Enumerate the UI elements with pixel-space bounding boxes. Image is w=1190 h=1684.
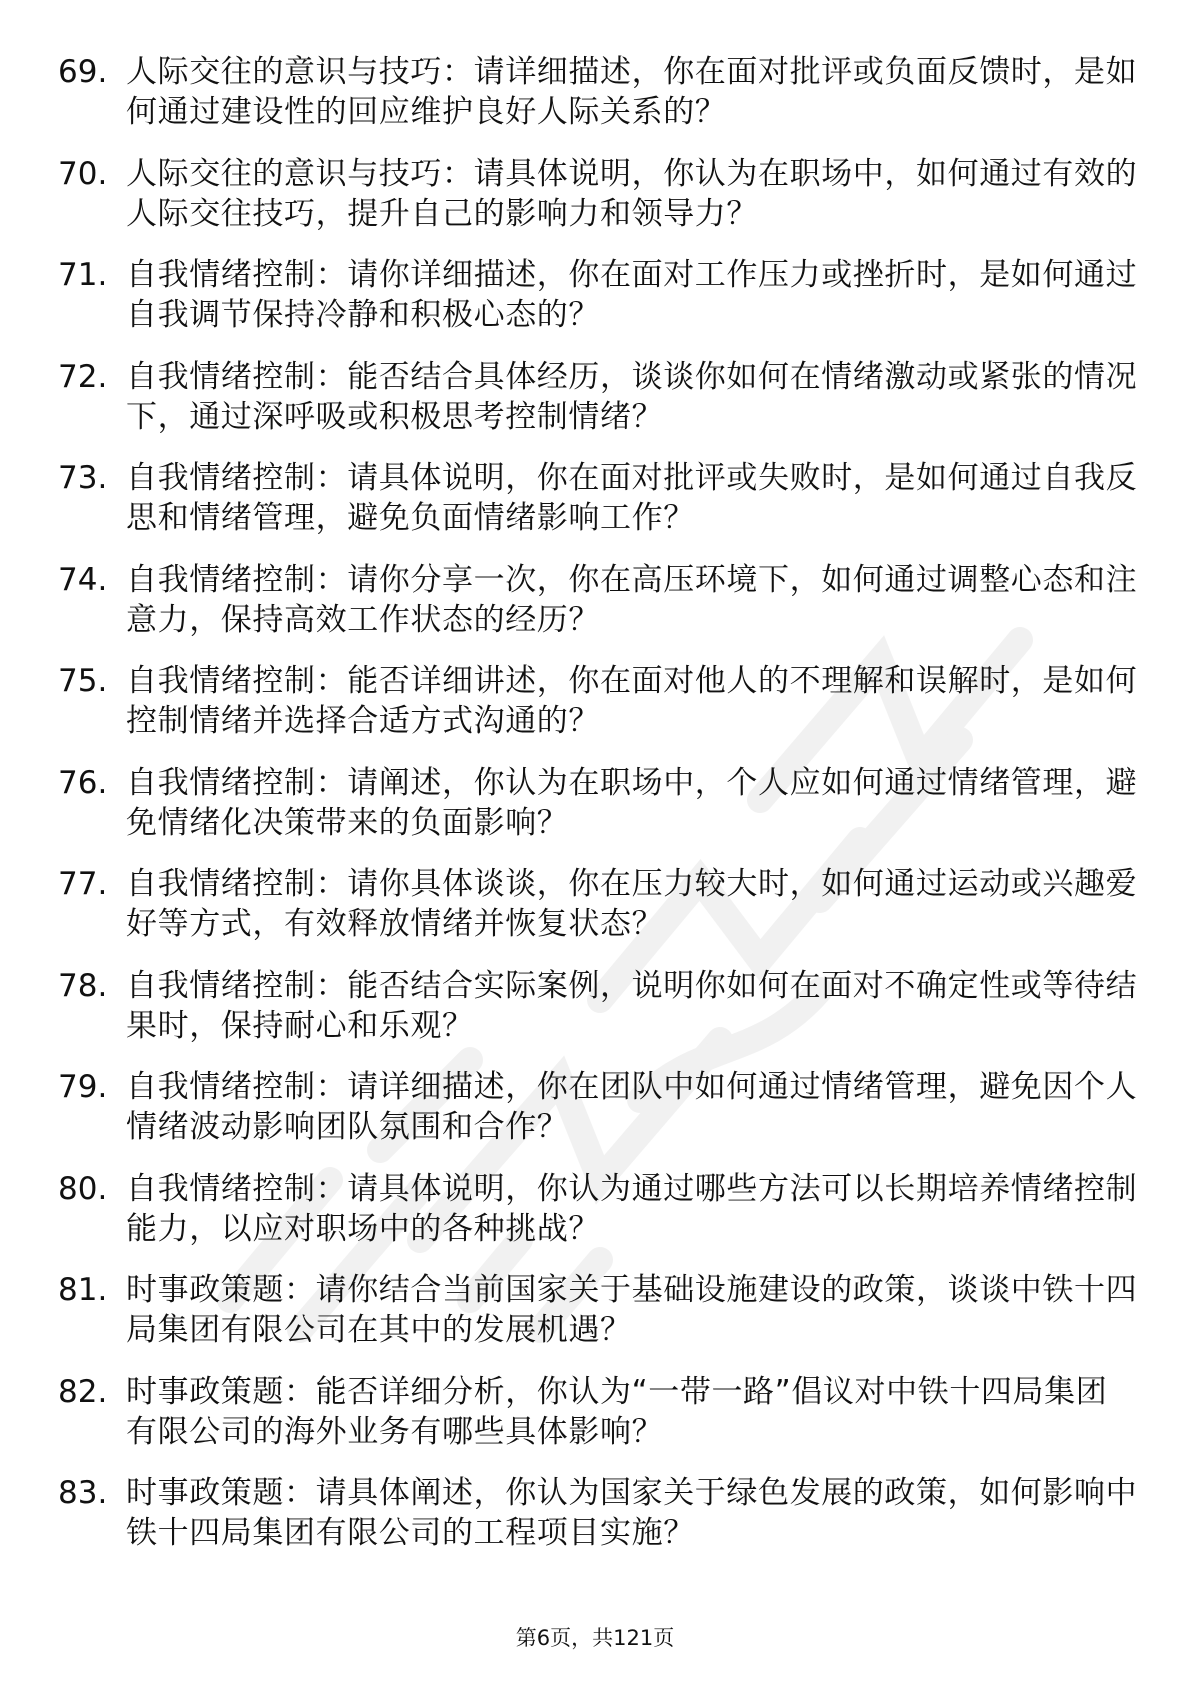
question-item bbox=[58, 52, 1138, 132]
question-number: 69. bbox=[58, 54, 108, 90]
question-number: 74. bbox=[58, 561, 108, 598]
question-number: 78. bbox=[58, 967, 108, 1004]
question-number: 70. bbox=[58, 155, 108, 192]
question-number: 79. bbox=[58, 1069, 108, 1105]
question-text: 自我情绪控制：请你详细描述，你在面对工作压力或挫折时，是如何通过自我调节保持冷静和积极心态的？ bbox=[126, 257, 1138, 333]
question-number: 76. bbox=[58, 764, 108, 801]
question-item bbox=[58, 1270, 1138, 1350]
question-number: 72. bbox=[58, 358, 108, 395]
question-text: 人际交往的意识与技巧：请详细描述，你在面对批评或负面反馈时，是如何通过建设性的回应维护良好人际关系的？ bbox=[126, 54, 1138, 130]
question-item bbox=[58, 560, 1138, 640]
question-item bbox=[58, 661, 1138, 741]
question-item bbox=[58, 763, 1138, 843]
question-number: 75. bbox=[58, 663, 108, 699]
question-item bbox=[58, 966, 1138, 1046]
question-number: 83. bbox=[58, 1475, 108, 1511]
question-text: 自我情绪控制：请具体说明，你认为通过哪些方法可以长期培养情绪控制能力，以应对职场中的各种挑战？ bbox=[126, 1170, 1138, 1247]
question-number: 80. bbox=[58, 1170, 108, 1207]
question-text: 自我情绪控制：请阐述，你认为在职场中，个人应如何通过情绪管理，避免情绪化决策带来的负面影响？ bbox=[126, 764, 1138, 841]
page-number-footer: 第6页，共121页 bbox=[515, 1626, 675, 1650]
question-item bbox=[58, 1067, 1138, 1147]
question-text: 自我情绪控制：能否详细讲述，你在面对他人的不理解和误解时，是如何控制情绪并选择合适方式沟通的？ bbox=[126, 663, 1138, 739]
question-number: 77. bbox=[58, 866, 108, 902]
question-item bbox=[58, 458, 1138, 538]
question-text: 自我情绪控制：请你具体谈谈，你在压力较大时，如何通过运动或兴趣爱好等方式，有效释放情绪并恢复状态？ bbox=[126, 866, 1138, 942]
question-item bbox=[58, 864, 1138, 944]
question-text: 自我情绪控制：请你分享一次，你在高压环境下，如何通过调整心态和注意力，保持高效工作状态的经历？ bbox=[126, 561, 1138, 638]
question-item bbox=[58, 154, 1138, 234]
question-text: 时事政策题：请具体阐述，你认为国家关于绿色发展的政策，如何影响中铁十四局集团有限公司的工程项目实施？ bbox=[126, 1475, 1138, 1551]
question-item bbox=[58, 1473, 1138, 1553]
question-number: 81. bbox=[58, 1272, 108, 1308]
question-text: 时事政策题：请你结合当前国家关于基础设施建设的政策，谈谈中铁十四局集团有限公司在其中的发展机遇？ bbox=[126, 1272, 1138, 1348]
question-number: 82. bbox=[58, 1373, 108, 1410]
question-text: 时事政策题：能否详细分析，你认为“一带一路”倡议对中铁十四局集团有限公司的海外业务有哪些具体影响？ bbox=[126, 1373, 1108, 1450]
question-item bbox=[58, 357, 1138, 437]
question-list bbox=[58, 52, 1138, 1575]
question-text: 自我情绪控制：请详细描述，你在团队中如何通过情绪管理，避免因个人情绪波动影响团队氛围和合作？ bbox=[126, 1069, 1138, 1145]
question-text: 人际交往的意识与技巧：请具体说明，你认为在职场中，如何通过有效的人际交往技巧，提升自己的影响力和领导力？ bbox=[126, 155, 1138, 232]
question-text: 自我情绪控制：请具体说明，你在面对批评或失败时，是如何通过自我反思和情绪管理，避免负面情绪影响工作？ bbox=[126, 460, 1138, 536]
question-number: 73. bbox=[58, 460, 108, 496]
question-item bbox=[58, 255, 1138, 335]
question-item bbox=[58, 1169, 1138, 1249]
question-text: 自我情绪控制：能否结合具体经历，谈谈你如何在情绪激动或紧张的情况下，通过深呼吸或积极思考控制情绪？ bbox=[126, 358, 1138, 435]
question-item bbox=[58, 1372, 1138, 1452]
question-number: 71. bbox=[58, 257, 108, 293]
question-text: 自我情绪控制：能否结合实际案例，说明你如何在面对不确定性或等待结果时，保持耐心和乐观？ bbox=[126, 967, 1138, 1044]
